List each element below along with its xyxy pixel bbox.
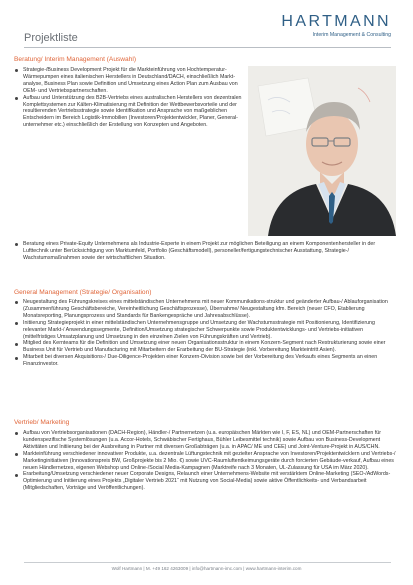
logo-subtitle: Interim Management & Consulting	[312, 32, 391, 38]
list-item: Markteinführung verschiedener innovativer Produkte, u.a. dezentrale Lüftungstechnik mit gezielter Ansprache von Investoren/Projektentwicklern und Vertriebs-/ Marketinginitiativen (Innovationspreis BW, Großprojekte bis 2 Mio. €) sowie UVC-Raumluftentkeimungsgeräte durch forcierten Gebäude-verkauf, Aufbau eines neuen Händlernetzes, eigenen Webshop und Online-/Social Media-Kampagnen (Marktreife nach 3 Monaten, UL-Zulassung für USA im März 2020).	[14, 451, 396, 472]
list-item: Initiierung Strategieprojekt in einer mittelständischen Unternehmensgruppe und Umsetzung der Wachstumsstrategie mit Positionierung, Identifizierung relevanter Markt-/ Anwendungssegmente, Definition/Umsetzung strategischer Schwerpunkte sowie Produktentwicklungs- und Vertriebs-initiativen (mittelfristiges Umsatzplanung und Umsetzung in den einzelnen Zielen von Führungskräften und Vertrieb).	[14, 320, 396, 341]
list-item: Erarbeitung/Umsetzung verschiedener neuer Corporate Designs, Relaunch einer Unternehmens-Website mit verstärktem Online-Marketing (SEO-/AdWords-Optimierung und Initiierung eines Projekts „Digitaler Vertrieb 2021“ mit Nutzung von Social-Media) sowie aktive Öffentlichkeits- und Verbandsarbeit (Mitgliedschaften, Vorträge und Veröffentlichungen).	[14, 471, 396, 492]
general-management-list	[14, 299, 396, 368]
list-item: Aufbau und Unterstützung des B2B-Vertriebs eines australischen Herstellers von dezentralen Komplettsystemen zur Kälten-Klimatisierung mit Definition der Wettbewerbsvorteile und der resultierenden Vertriebsstrategie sowie Identifikation und Ansprache von maßgeblichen Entscheidern im Bereich Logistik-Immobilien (Investoren/Projektentwickler, Planer, General-unternehmer etc.) einschließlich der Erstellung von Konzepten und Angeboten.	[14, 95, 246, 130]
footer-divider	[24, 562, 391, 563]
list-item: Aufbau von Vertriebsorganisationen (DACH-Region), Händler-/ Partnernetzen (u.a. europäischen Märkten wie I, F, ES, NL) und OEM-Partnerschaften für kundenspezifische Systemlösungen (u.a. Accor-Hotels, Schwäbischer Fertighaus, Bühler Leibesmittel technik) sowie Aufbau von Business-Development Aktivitäten und Initiierung bei der Ausbreitung in Partner mit diversen Großabträgen (u.a. in APAC/ ME und CEE) und Joint-Venture-Projekt in AUS/CHN.	[14, 430, 396, 451]
logo	[281, 14, 391, 38]
portrait-photo	[248, 66, 396, 236]
person-portrait-icon	[248, 66, 396, 236]
list-item: Mitglied des Kernteams für die Definition und Umsetzung einer neuen Organisationsstruktur in einem Konzern-Segment nach Restrukturierung sowie einer Business Unit für Vertrieb und Manufacturing mit Mitarbeitern der Erarbeitung der BU-Strategie (inkl. Vorbereitung Markteintritt Asien).	[14, 340, 396, 354]
list-item: Beratung eines Private-Equity Unternehmens als Industrie-Experte in einem Projekt zur möglichen Beteiligung an einem Komponentenhersteller in der Lufttechnik unter Berücksichtigung von Marktumfeld, Portfolio (Geschäftsmodell), personeller/fertigungstechnischer Ausstattung, Strategie-/ Wachstumsmaßnahmen sowie der wirtschaftlichen Situation.	[14, 241, 396, 262]
section-heading-sales-marketing: Vertrieb/ Marketing	[14, 419, 70, 426]
page-title: Projektliste	[24, 32, 78, 44]
consulting-list	[14, 67, 246, 129]
section-heading-consulting: Beratung/ Interim Management (Auswahl)	[14, 56, 137, 63]
section-heading-general-management: General Management (Strategie/ Organisation)	[14, 289, 152, 296]
header-divider	[24, 47, 391, 48]
sales-marketing-list	[14, 430, 396, 492]
list-item: Strategie-/Business Development Projekt für die Markteinführung von Hochtemperatur-Wärmepumpen eines italienischen Herstellers in Deutschland/DACH, einschließlich Markt-analyse, Business Plan sowie Definition und Umsetzung eines Action Plan zum Ausbau von OEM- und Vertriebspartnerschaften.	[14, 67, 246, 95]
logo-name: HARTMANN	[281, 13, 391, 30]
footer-contact: Wolf Hartmann | M. +49 162 4263009 | info@hartmann-imc.com | www.hartmann-interim.com	[111, 566, 302, 571]
list-item: Neugestaltung des Führungskreises eines mittelständischen Unternehmens mit neuer Kommunikations-struktur und geänderter Aufbau-/ Ablauforganisation (Zusammenführung Geschäftsbereiche, Vereinheitlichung Geschäftsprozesse), Übernahme/ Neugestaltung kfm. Bereich (neuer CFO, Etablierung Monatsreporting, Planungsprozess und Standards für Bankengespräche und Jahresabschlüsse).	[14, 299, 396, 320]
consulting-list-continued	[14, 241, 396, 262]
list-item: Mitarbeit bei diversen Akquisitions-/ Due-Diligence-Projekten einer Konzern-Division sowie bei der Vorbereitung des Verkaufs eines Segments an einen Finanzinvestor.	[14, 354, 396, 368]
